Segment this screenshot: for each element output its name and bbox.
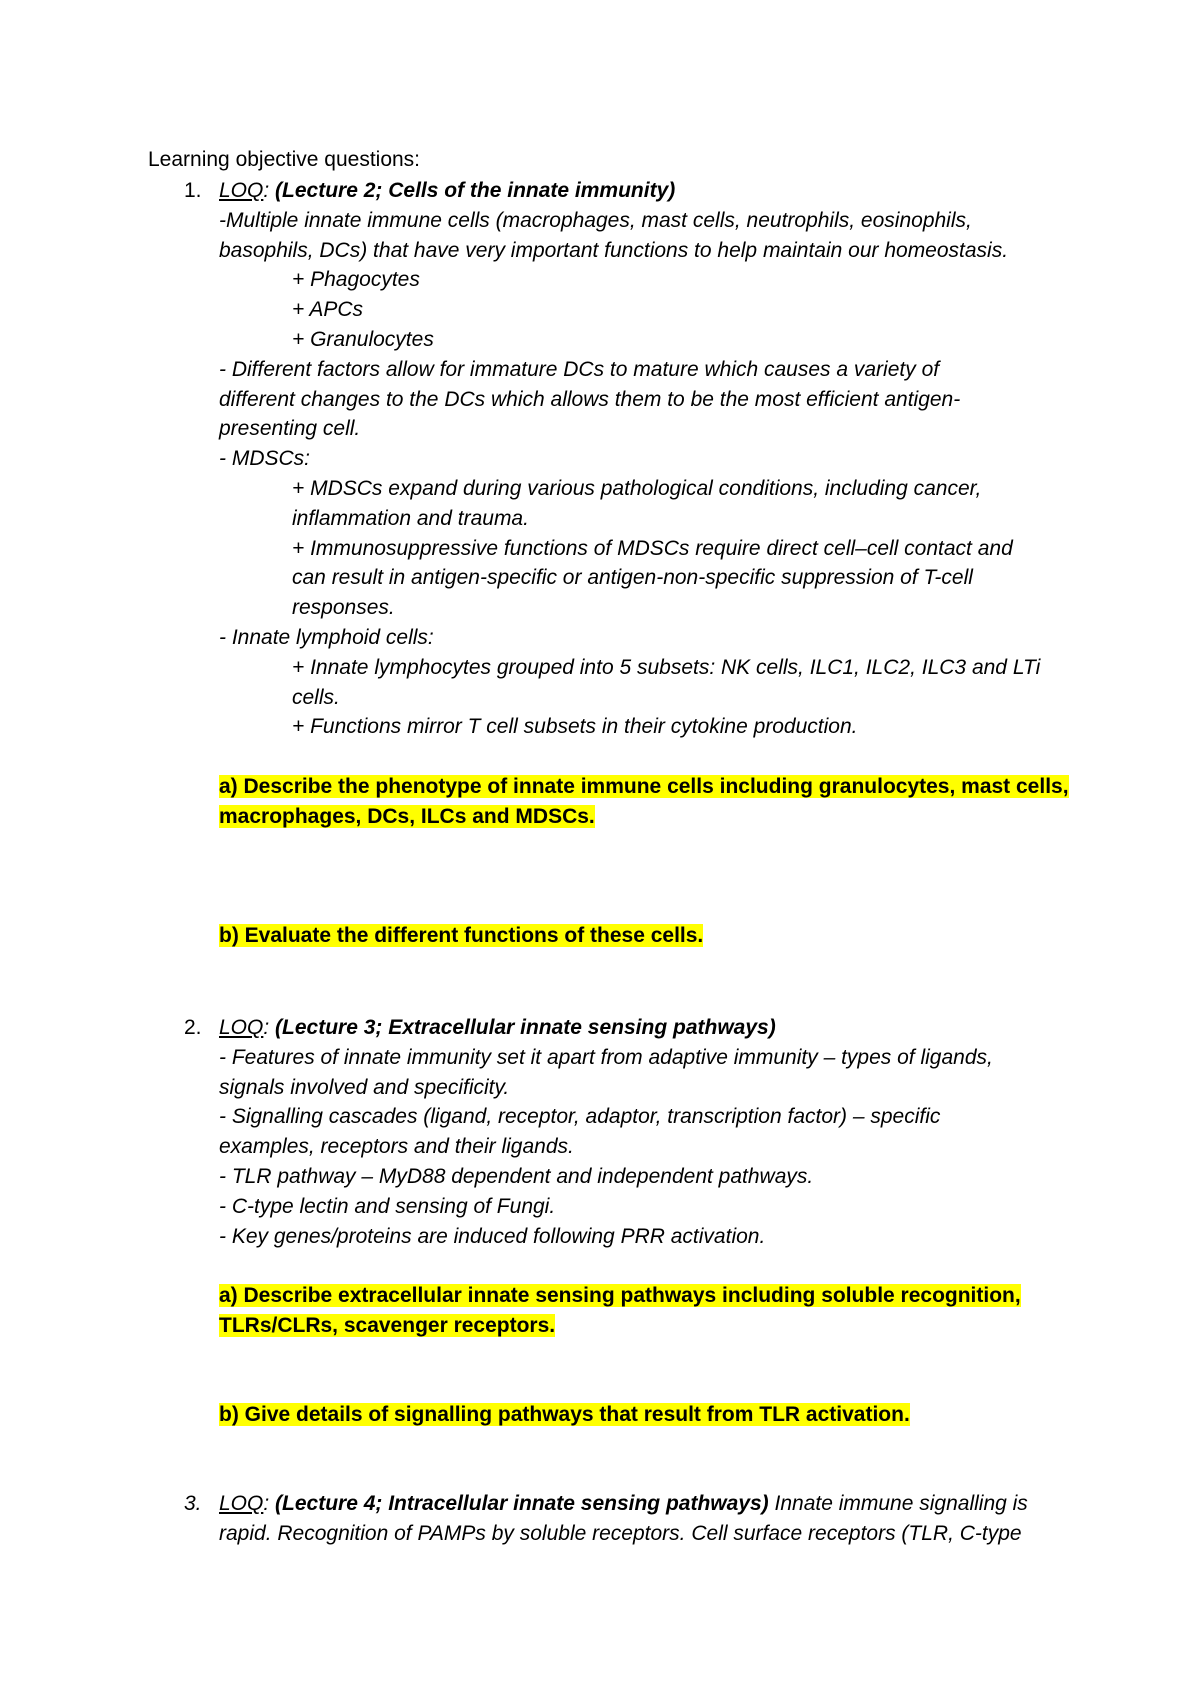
spacer xyxy=(219,1251,1099,1281)
text-line: rapid. Recognition of PAMPs by soluble receptors. Cell surface receptors (TLR, C-type xyxy=(219,1521,1022,1545)
text-line: -Multiple innate immune cells (macrophages, mast cells, neutrophils, eosinophils, xyxy=(219,208,972,232)
sub-item: + Innate lymphocytes grouped into 5 subsets: NK cells, ILC1, ILC2, ILC3 and LTi xyxy=(292,655,1041,679)
text-line: - MDSCs: xyxy=(219,447,310,471)
sub-item: responses. xyxy=(292,596,395,620)
sub-item: + Phagocytes xyxy=(292,268,420,292)
loq-label: LOQ xyxy=(219,179,264,202)
question-body xyxy=(219,176,1099,950)
text-line: basophils, DCs) that have very important functions to help maintain our homeostasis. xyxy=(219,238,1009,262)
text-line: - Innate lymphoid cells: xyxy=(219,625,434,649)
text-line: examples, receptors and their ligands. xyxy=(219,1135,574,1159)
spacer xyxy=(219,742,1099,772)
highlighted-question-b: b) Evaluate the different functions of these cells. xyxy=(219,923,704,947)
question-body xyxy=(219,1013,1099,1430)
highlighted-question-a: a) Describe the phenotype of innate immune cells including granulocytes, mast cells, xyxy=(219,774,1069,798)
spacer xyxy=(219,832,1099,921)
text-line: - TLR pathway – MyD88 dependent and independent pathways. xyxy=(219,1164,814,1188)
highlighted-question-a: macrophages, DCs, ILCs and MDSCs. xyxy=(219,804,595,828)
sub-item: inflammation and trauma. xyxy=(292,506,529,530)
sub-item: cells. xyxy=(292,685,340,709)
sub-item: + Functions mirror T cell subsets in their cytokine production. xyxy=(292,715,858,739)
question-number: 2. xyxy=(184,1016,202,1039)
text-line: different changes to the DCs which allows them to be the most efficient antigen- xyxy=(219,387,961,411)
sub-item: + MDSCs expand during various pathological conditions, including cancer, xyxy=(292,476,982,500)
question-title-line: LOQ: (Lecture 2; Cells of the innate immunity) xyxy=(219,179,676,202)
text-line: - Different factors allow for immature DCs to mature which causes a variety of xyxy=(219,357,940,381)
highlighted-question-a: a) Describe extracellular innate sensing pathways including soluble recognition, xyxy=(219,1284,1021,1308)
text-line: signals involved and specificity. xyxy=(219,1075,510,1099)
question-body xyxy=(219,1489,1099,1549)
sub-item: + APCs xyxy=(292,298,363,322)
lecture-title: (Lecture 3; Extracellular innate sensing pathways) xyxy=(275,1016,776,1039)
highlighted-question-a: TLRs/CLRs, scavenger receptors. xyxy=(219,1313,556,1337)
spacer xyxy=(219,1341,1099,1401)
question-number: 3. xyxy=(184,1492,202,1515)
question-number: 1. xyxy=(184,179,202,202)
highlighted-question-b: b) Give details of signalling pathways that result from TLR activation. xyxy=(219,1403,910,1427)
lecture-title: (Lecture 2; Cells of the innate immunity) xyxy=(275,179,676,202)
question-title-line: LOQ: (Lecture 3; Extracellular innate sensing pathways) xyxy=(219,1016,776,1039)
sub-item: can result in antigen-specific or antigen-non-specific suppression of T-cell xyxy=(292,566,973,590)
sub-item: + Immunosuppressive functions of MDSCs require direct cell–cell contact and xyxy=(292,536,1013,560)
lecture-title: (Lecture 4; Intracellular innate sensing pathways) xyxy=(275,1492,769,1515)
question-title-line: LOQ: (Lecture 4; Intracellular innate sensing pathways) Innate immune signalling is xyxy=(219,1492,1028,1515)
text-line: - Key genes/proteins are induced following PRR activation. xyxy=(219,1224,766,1248)
page-heading: Learning objective questions: xyxy=(148,148,421,171)
text-line: presenting cell. xyxy=(219,417,361,441)
text-line: - C-type lectin and sensing of Fungi. xyxy=(219,1194,556,1218)
text-line: - Features of innate immunity set it apart from adaptive immunity – types of ligands, xyxy=(219,1045,993,1069)
sub-item: + Granulocytes xyxy=(292,327,434,351)
text-line: - Signalling cascades (ligand, receptor, adaptor, transcription factor) – specific xyxy=(219,1105,941,1129)
loq-label: LOQ xyxy=(219,1492,264,1515)
loq-label: LOQ xyxy=(219,1016,264,1039)
